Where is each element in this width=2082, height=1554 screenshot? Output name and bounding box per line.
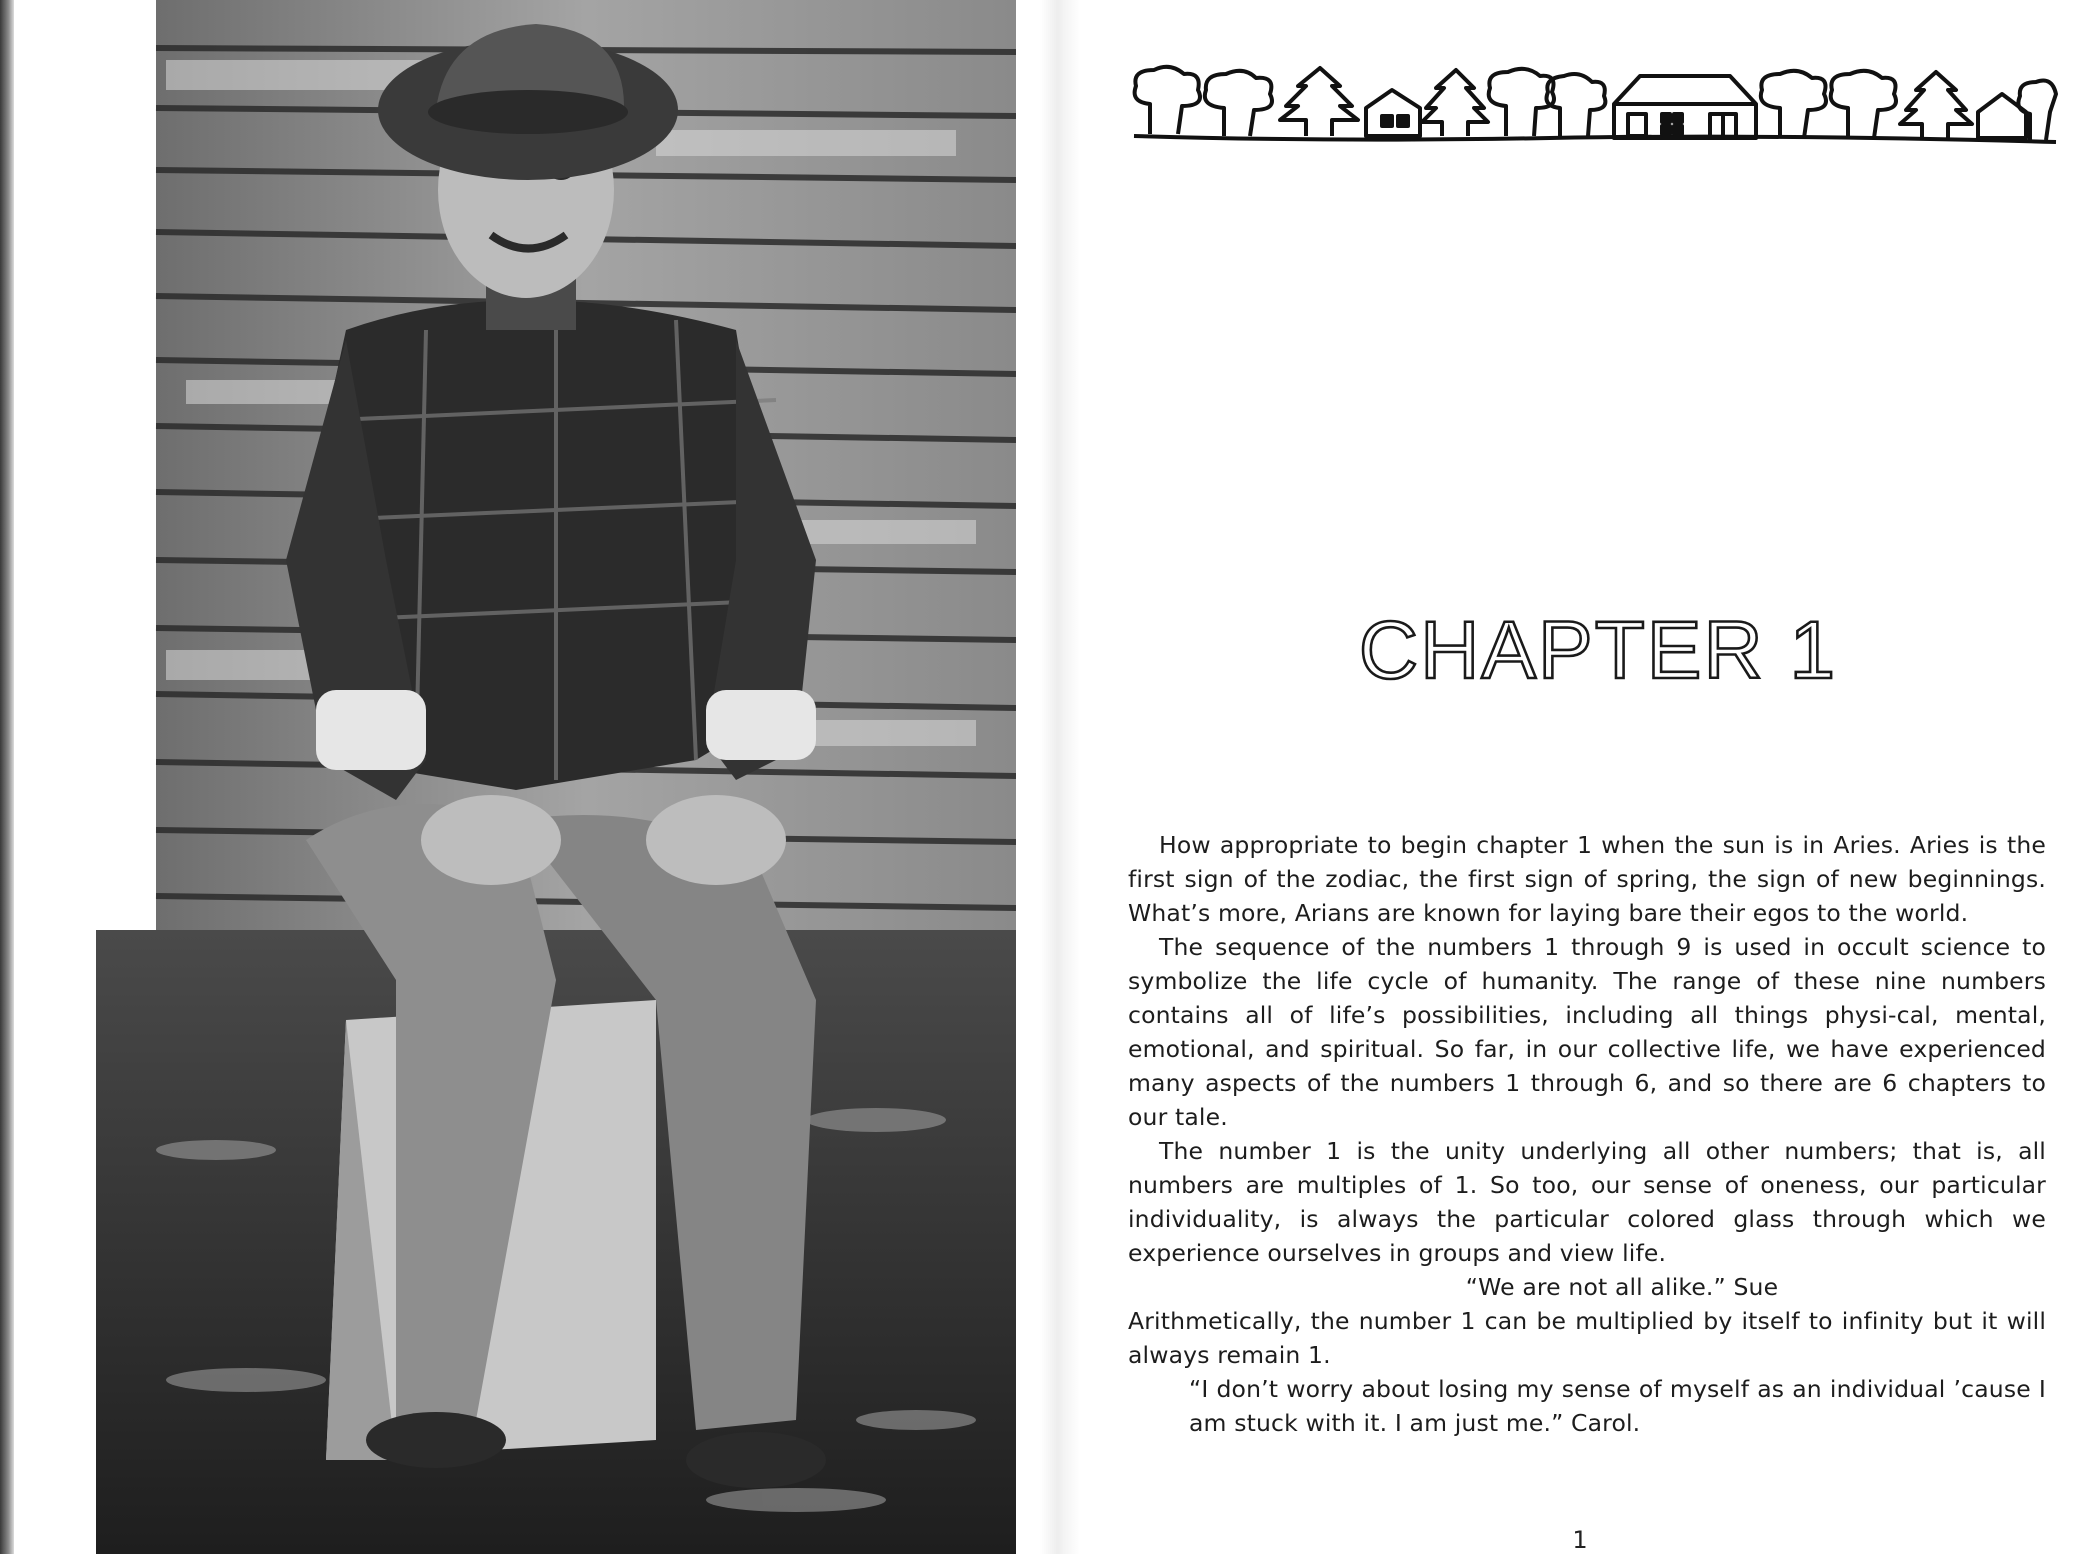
svg-text:CHAPTER 1: CHAPTER 1: [1358, 605, 1838, 696]
paragraph: Arithmetically, the number 1 can be multiplied by itself to infinity but it will always remain 1.: [1128, 1307, 2046, 1369]
quote-carol: “I don’t worry about losing my sense of myself as an individual ’cause I am stuck with it. I am just me.” Carol.: [1189, 1375, 2046, 1437]
portrait-photo: [96, 0, 1016, 1554]
left-page: [14, 0, 1064, 1554]
page-number: 1: [1572, 1526, 1588, 1554]
book-gutter: [1040, 0, 1080, 1554]
right-page: [1080, 0, 2082, 1554]
chapter-body-text: [1128, 828, 2046, 1440]
paragraph: How appropriate to begin chapter 1 when the sun is in Aries. Aries is the first sign of the zodiac, the first sign of spring, the sign of new beginnings. What’s more, Arians are known for laying bare their egos to the world.: [1128, 831, 2046, 927]
trees-and-cabin-banner-icon: [1130, 64, 2060, 148]
chapter-title: [1348, 604, 1848, 696]
paragraph: The number 1 is the unity underlying all other numbers; that is, all numbers are multiples of 1. So too, our sense of oneness, our particular individuality, is always the particular colored glass through which we experience ourselves in groups and view life.: [1128, 1137, 2046, 1267]
book-binding-edge: [0, 0, 14, 1554]
paragraph: The sequence of the numbers 1 through 9 is used in occult science to symbolize the life cycle of humanity. The range of these nine numbers contains all of life’s possibilities, including all things physi-cal, mental, emotional, and spiritual. So far, in our collective life, we have experienced many aspects of the numbers 1 through 6, and so there are 6 chapters to our tale.: [1128, 933, 2046, 1131]
quote-sue: “We are not all alike.” Sue: [1465, 1273, 1779, 1301]
